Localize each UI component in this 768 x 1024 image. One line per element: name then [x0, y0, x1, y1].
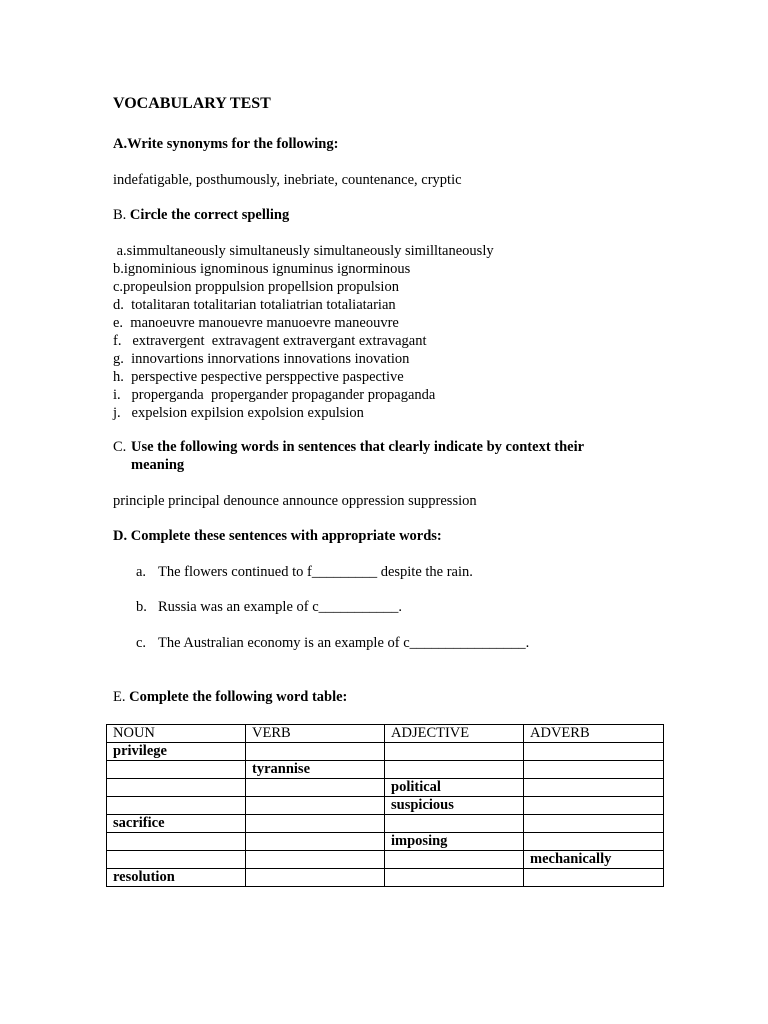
table-cell: tyrannise	[246, 761, 385, 779]
table-row	[107, 815, 664, 833]
word-table-header	[107, 725, 664, 743]
table-cell: political	[385, 779, 524, 797]
word-table	[106, 724, 664, 887]
table-row	[107, 869, 664, 887]
header-noun: NOUN	[107, 725, 246, 743]
table-cell	[385, 869, 524, 887]
spelling-item: b.ignominious ignominous ignuminus ignorminous	[113, 261, 411, 277]
table-cell	[107, 851, 246, 869]
spelling-item: c.propeulsion proppulsion propellsion propulsion	[113, 279, 399, 295]
table-row	[107, 851, 664, 869]
table-cell	[524, 815, 664, 833]
section-b-title: Circle the correct spelling	[129, 207, 290, 223]
table-cell	[524, 797, 664, 815]
table-cell	[524, 869, 664, 887]
table-cell	[246, 743, 385, 761]
table-cell	[107, 779, 246, 797]
table-cell	[246, 869, 385, 887]
sentence-label: b.	[136, 599, 147, 615]
sentence-text: Russia was an example of c___________.	[158, 599, 403, 615]
table-cell	[385, 761, 524, 779]
table-row	[107, 779, 664, 797]
table-cell: resolution	[107, 869, 246, 887]
table-row	[107, 743, 664, 761]
table-cell	[524, 761, 664, 779]
table-row	[107, 761, 664, 779]
section-b-heading	[113, 207, 289, 224]
table-cell	[524, 743, 664, 761]
table-cell	[246, 797, 385, 815]
table-cell	[385, 851, 524, 869]
table-cell	[107, 797, 246, 815]
table-row	[107, 833, 664, 851]
table-cell	[524, 833, 664, 851]
spelling-item: d. totalitaran totalitarian totaliatrian totaliatarian	[113, 297, 396, 313]
sentence-text: The flowers continued to f_________ despite the rain.	[158, 564, 473, 580]
table-cell	[246, 851, 385, 869]
header-adjective: ADJECTIVE	[385, 725, 524, 743]
sentence-text: The Australian economy is an example of c________________.	[158, 635, 530, 651]
table-cell: imposing	[385, 833, 524, 851]
spelling-item: e. manoeuvre manouevre manuoevre maneouvre	[113, 315, 399, 331]
table-cell	[246, 779, 385, 797]
sentence-label: a.	[136, 564, 147, 580]
section-e-title: Complete the following word table:	[129, 689, 348, 705]
section-c-words: principle principal denounce announce oppression suppression	[113, 493, 477, 509]
section-c-prefix: C.	[113, 439, 127, 455]
table-cell	[524, 779, 664, 797]
spelling-item: g. innovartions innorvations innovations inovation	[113, 351, 410, 367]
spelling-item: f. extravergent extravagent extravergant extravagant	[113, 333, 427, 349]
spelling-item: a.simmultaneously simultaneusly simultaneously similltaneously	[113, 243, 494, 259]
section-e-heading	[113, 689, 347, 706]
section-b-prefix: B.	[113, 207, 127, 223]
sentence-label: c.	[136, 635, 147, 651]
header-verb: VERB	[246, 725, 385, 743]
spelling-item: j. expelsion expilsion expolsion expulsion	[113, 405, 364, 421]
table-cell	[246, 815, 385, 833]
section-d-heading: D. Complete these sentences with appropriate words:	[113, 528, 442, 544]
table-cell	[385, 815, 524, 833]
spelling-item: i. properganda propergander propagander propaganda	[113, 387, 436, 403]
table-cell	[107, 833, 246, 851]
section-a-words: indefatigable, posthumously, inebriate, countenance, cryptic	[113, 172, 462, 188]
section-c-heading-line2: meaning	[131, 457, 185, 473]
table-cell	[107, 761, 246, 779]
table-cell	[246, 833, 385, 851]
section-a-heading: A.Write synonyms for the following:	[113, 136, 339, 152]
section-c-heading-line1: Use the following words in sentences that clearly indicate by context their	[131, 439, 585, 455]
spelling-list	[113, 242, 494, 422]
table-cell	[385, 743, 524, 761]
spelling-item: h. perspective pespective persppective paspective	[113, 369, 404, 385]
table-cell: privilege	[107, 743, 246, 761]
page-title: VOCABULARY TEST	[113, 95, 271, 112]
table-row	[107, 797, 664, 815]
header-adverb: ADVERB	[524, 725, 664, 743]
section-e-prefix: E.	[113, 689, 126, 705]
table-cell: sacrifice	[107, 815, 246, 833]
table-cell: suspicious	[385, 797, 524, 815]
table-cell: mechanically	[524, 851, 664, 869]
